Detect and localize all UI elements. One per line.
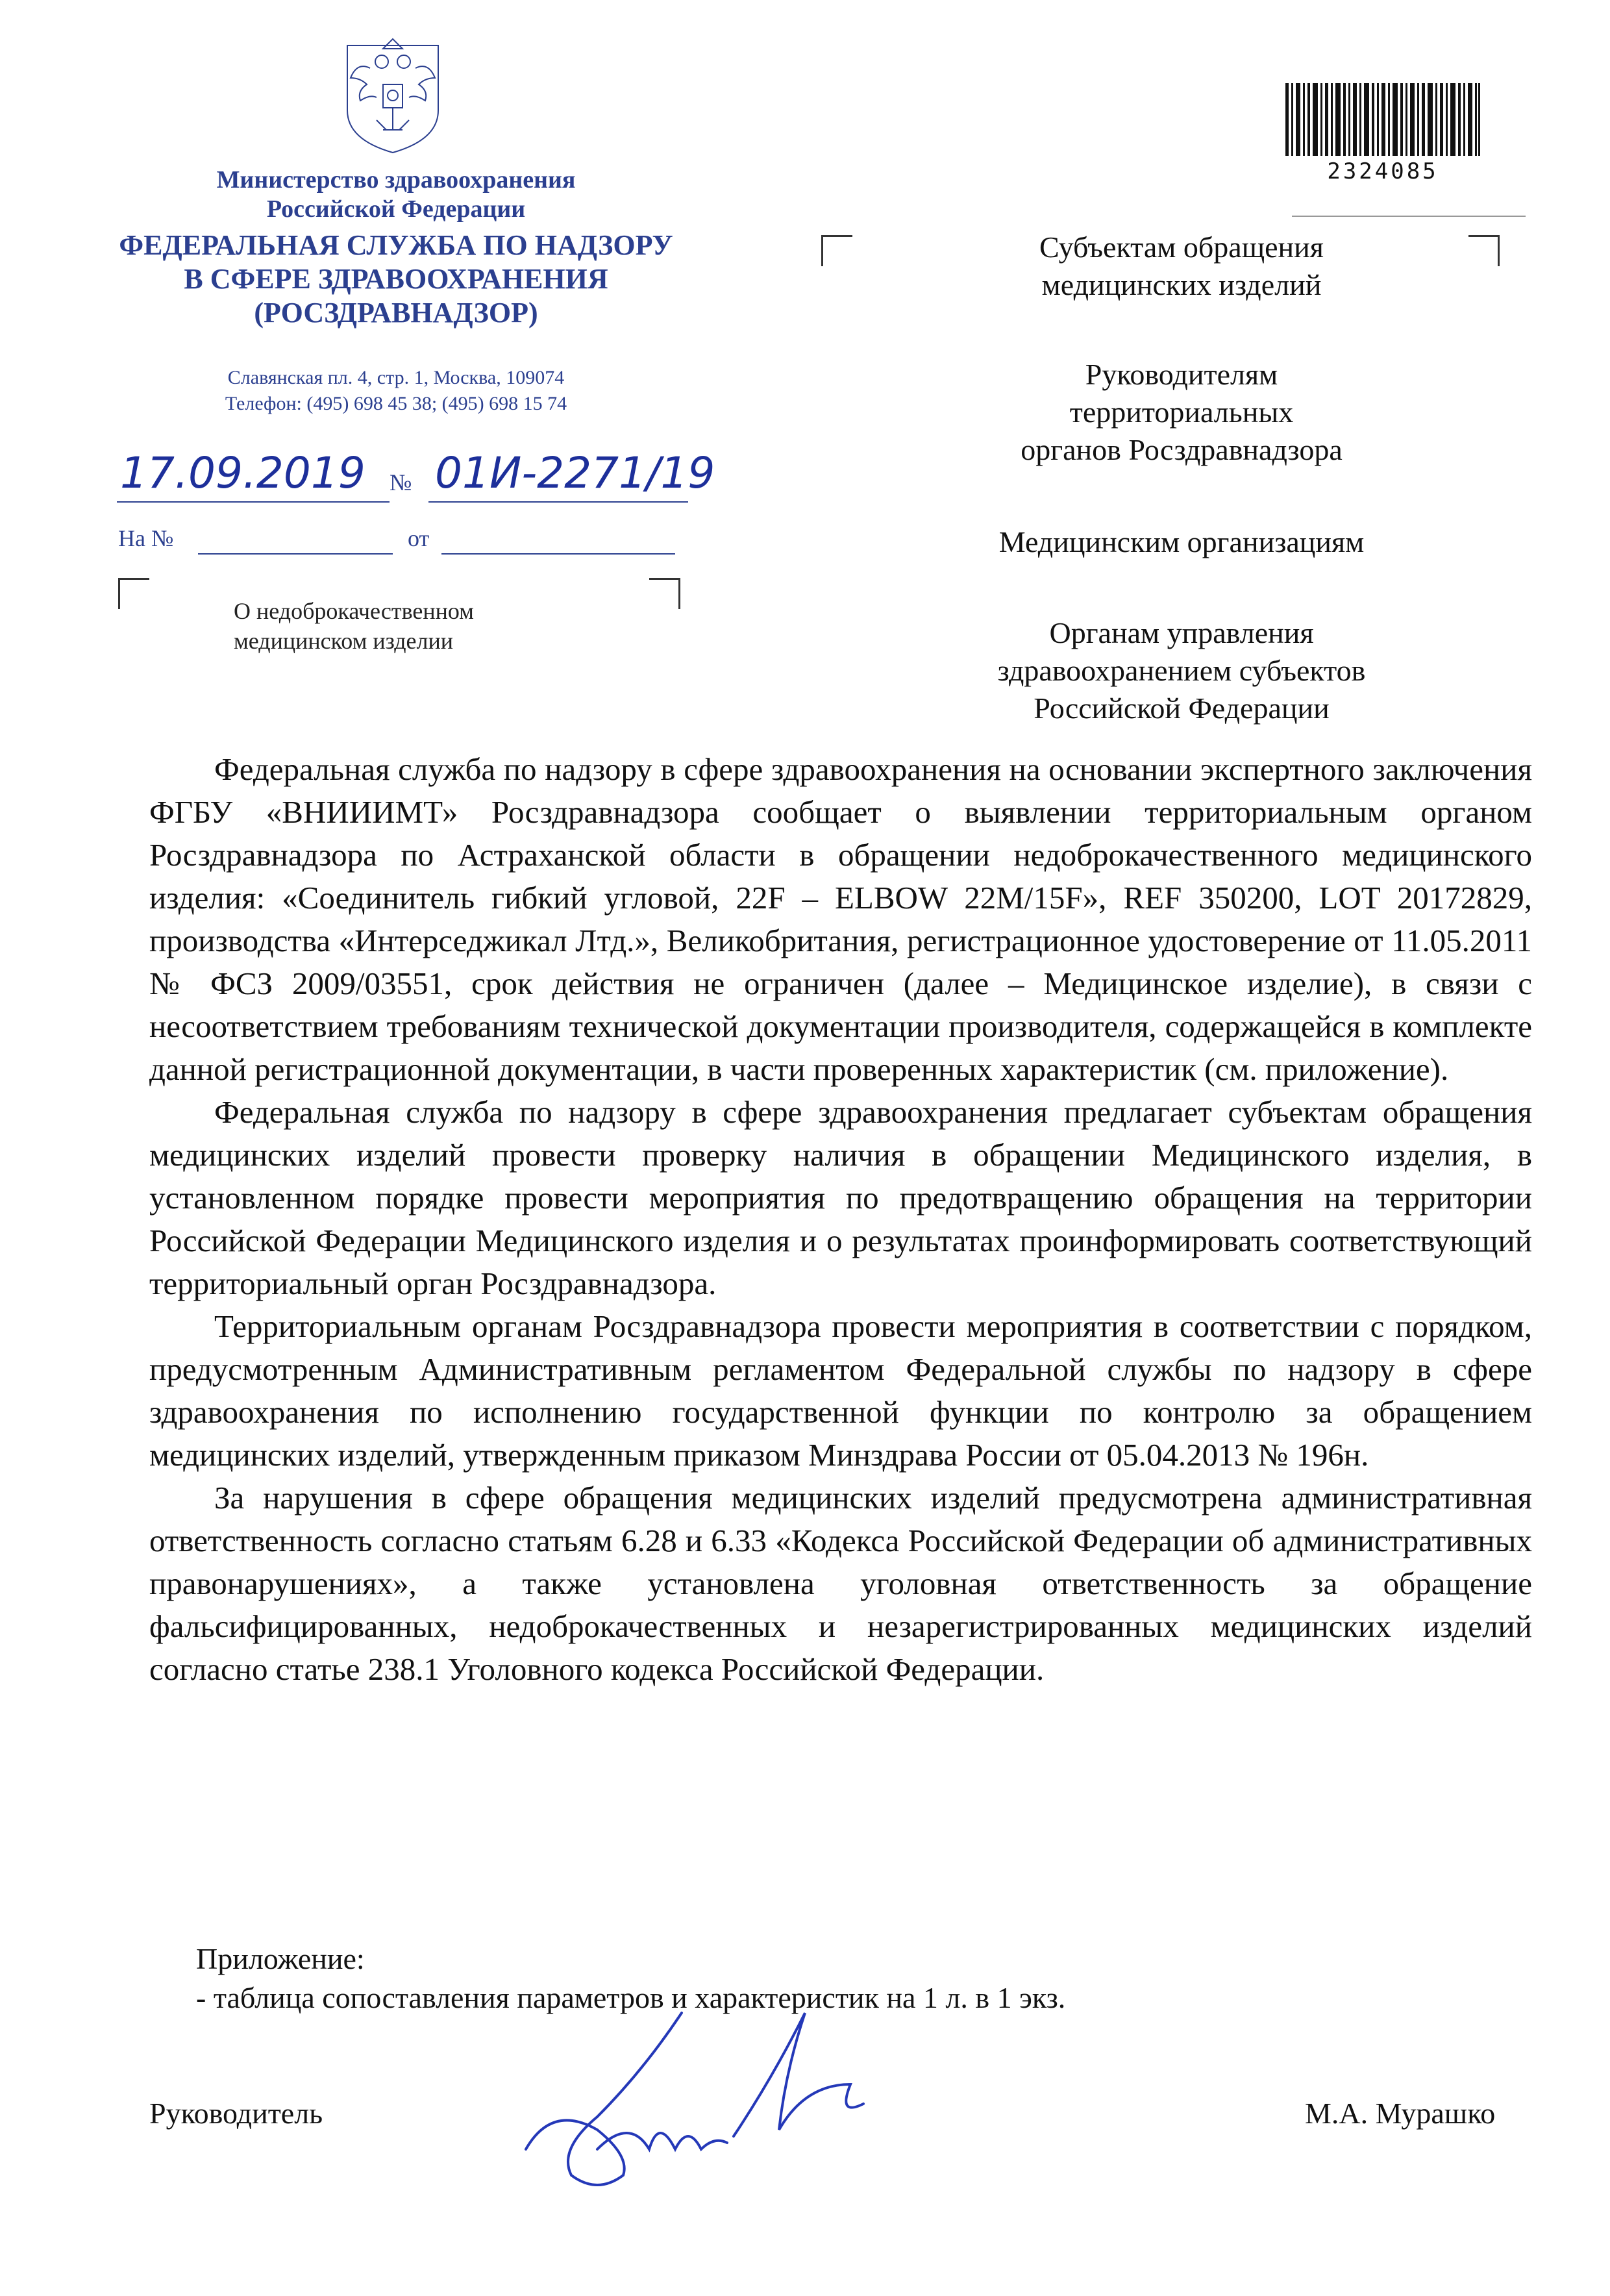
subject-line-1: О недоброкачественном (234, 598, 474, 624)
date-underline (117, 501, 390, 503)
body-paragraph-3: Территориальным органам Росздравнадзора провести мероприятия в соответствии с порядком, предусмотренным Административным регламентом Федеральной службы по надзору в сфере здравоохранения по исполнению государственной функции по контролю за обращением медицинских изделий, утвержденным приказом Минздрава России от 05.04.2013 № 196н. (149, 1308, 1532, 1473)
body-paragraph-4: За нарушения в сфере обращения медицинских изделий предусмотрена административная ответственность согласно статьям 6.28 и 6.33 «Кодекса Российской Федерации об административных правонарушениях», а также установлена уголовная ответственность за обращение фальсифицированных, недоброкачественных и незарегистрированных медицинских изделий согласно статье 238.1 Уголовного кодекса Российской Федерации. (149, 1480, 1532, 1687)
addressee-2-line-2: территориальных (1069, 395, 1294, 429)
subject-corner-right (649, 578, 680, 609)
reply-underline (198, 553, 393, 555)
service-line-1: ФЕДЕРАЛЬНАЯ СЛУЖБА ПО НАДЗОРУ (119, 229, 673, 261)
addressee-1 (870, 229, 1493, 304)
reply-label: На № (118, 525, 174, 551)
coat-of-arms-emblem (338, 32, 448, 156)
signatory-position: Руководитель (149, 2097, 323, 2130)
subject-line-2: медицинском изделии (234, 628, 454, 654)
addressee-corner-left (821, 235, 852, 266)
ministry-line-1: Министерство здравоохранения (216, 166, 576, 193)
barcode-rule (1292, 216, 1526, 217)
from-label: от (408, 525, 430, 551)
handwritten-number: 01И-2271/19 (435, 448, 715, 498)
phone-line: Телефон: (495) 698 45 38; (495) 698 15 74 (225, 393, 567, 414)
addressee-1-line-2: медицинских изделий (1041, 268, 1322, 301)
handwritten-date: 17.09.2019 (120, 448, 365, 498)
from-underline (441, 553, 675, 555)
subject-corner-left (118, 578, 149, 609)
addressee-2-line-3: органов Росздравнадзора (1021, 433, 1343, 466)
addressee-4 (870, 614, 1493, 727)
service-name (104, 229, 688, 330)
contact-block (104, 365, 688, 417)
addressee-4-line-2: здравоохранением субъектов (997, 654, 1366, 687)
address-line: Славянская пл. 4, стр. 1, Москва, 109074 (227, 367, 565, 388)
service-line-3: (РОСЗДРАВНАДЗОР) (254, 297, 538, 329)
barcode-number: 2324085 (1327, 158, 1439, 184)
ministry-line-2: Российской Федерации (266, 195, 526, 223)
signatory-name: М.А. Мурашко (1305, 2097, 1496, 2130)
attachment-title: Приложение: (196, 1942, 365, 1975)
handwritten-signature (500, 1987, 902, 2195)
addressee-3 (870, 523, 1493, 561)
barcode (1285, 83, 1480, 156)
service-line-2: В СФЕРЕ ЗДРАВООХРАНЕНИЯ (184, 263, 608, 295)
attachment-item: - таблица сопоставления параметров и характеристик на 1 л. в 1 экз. (196, 1981, 1066, 2014)
addressee-3-line-1: Медицинским организациям (998, 525, 1365, 558)
subject-line (234, 596, 474, 656)
number-underline (428, 501, 688, 503)
addressee-1-line-1: Субъектам обращения (1039, 231, 1324, 264)
addressee-4-line-1: Органам управления (1049, 616, 1314, 649)
addressee-4-line-3: Российской Федерации (1034, 692, 1330, 725)
number-sign: № (390, 469, 412, 495)
body-paragraph-1: Федеральная служба по надзору в сфере здравоохранения на основании экспертного заключения ФГБУ «ВНИИИМТ» Росздравнадзора сообщает о выявлении территориальным органом Росздравнадзора по Астраханской области в обращении недоброкачественного медицинского изделия: «Соединитель гибкий угловой, 22F – ELBOW 22M/15F», REF 350200, LOT 20172829, производства «Интерседжикал Лтд.», Великобритания, регистрационное удостоверение от 11.05.2011 № ФСЗ 2009/03551, срок действия не ограничен (далее – Медицинское изделие), в связи с несоответствием требованиям технической документации производителя, содержащейся в комплекте данной регистрационной документации, в части проверенных характеристик (см. приложение). (149, 751, 1532, 1087)
ministry-name (104, 166, 688, 224)
addressee-2-line-1: Руководителям (1085, 358, 1278, 391)
body-paragraph-2: Федеральная служба по надзору в сфере здравоохранения предлагает субъектам обращения медицинских изделий провести проверку наличия в обращении Медицинского изделия, в установленном порядке провести мероприятия по предотвращению обращения на территории Российской Федерации Медицинского изделия и о результатах проинформировать соответствующий территориальный орган Росздравнадзора. (149, 1094, 1532, 1301)
letter-body (149, 748, 1532, 1691)
addressee-2 (870, 356, 1493, 469)
